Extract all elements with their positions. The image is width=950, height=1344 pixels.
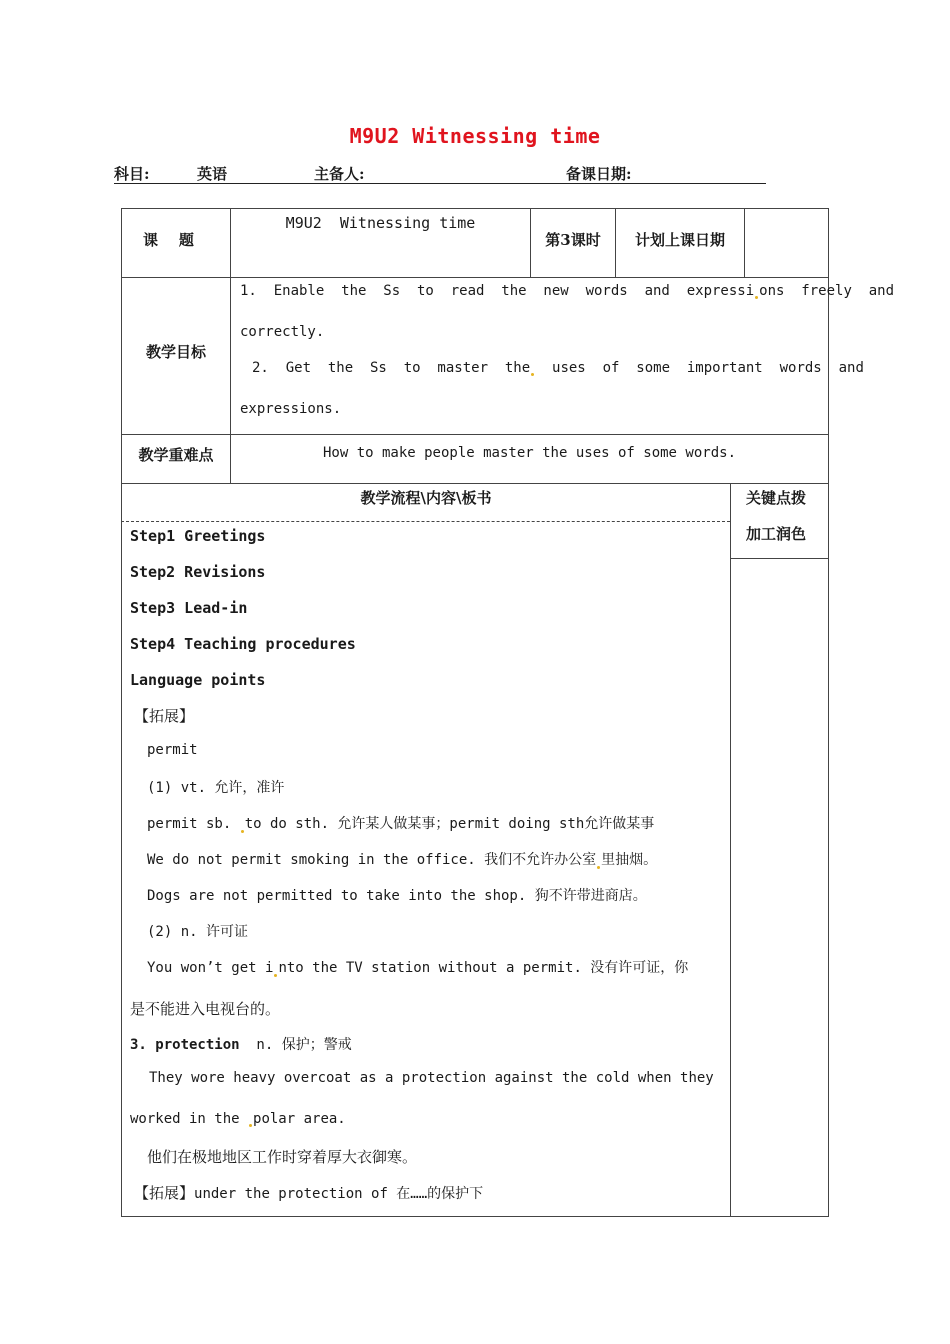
protection-extension: 【拓展】under the protection of 在……的保护下 xyxy=(134,1184,484,1202)
step-3: Step3 Lead-in xyxy=(130,599,248,617)
side-header-line-2: 加工润色 xyxy=(746,525,807,543)
period-label: 第3课时 xyxy=(545,231,601,249)
preparer-label: 主备人: xyxy=(314,165,365,183)
objective-line-2: correctly. xyxy=(240,324,325,340)
topic-value: M9U2 Witnessing time xyxy=(285,214,476,232)
objectives-label: 教学目标 xyxy=(145,343,206,361)
permit-example-1: We do not permit smoking in the office. 我们不允许办公室 里抽烟。 xyxy=(147,852,658,868)
extension-label: 【拓展】 xyxy=(134,707,195,725)
step-2: Step2 Revisions xyxy=(130,563,266,581)
side-header-line-1: 关键点拨 xyxy=(746,489,807,507)
protection-example-1-cont: worked in the polar area. xyxy=(130,1111,346,1127)
difficulty-label: 教学重难点 xyxy=(138,446,214,464)
subject-label: 科目: xyxy=(114,165,150,183)
word-permit: permit xyxy=(147,742,198,758)
permit-def-1: (1) vt. 允许，准许 xyxy=(147,780,285,796)
objective-line-1: 1. Enable the Ss to read the new words and expressi ons freely and xyxy=(240,283,895,299)
objective-line-3: 2. Get the Ss to master the uses of some important words and xyxy=(252,360,864,376)
subject-value: 英语 xyxy=(197,165,228,183)
plan-date-label: 计划上课日期 xyxy=(634,231,725,249)
permit-example-3-cont: 是不能进入电视台的。 xyxy=(130,1000,281,1018)
protection-example-1-translation: 他们在极地地区工作时穿着厚大衣御寒。 xyxy=(147,1148,418,1166)
permit-usage: permit sb. to do sth. 允许某人做某事；permit doing sth允许做某事 xyxy=(147,816,655,832)
step-1: Step1 Greetings xyxy=(130,527,266,545)
document-title: M9U2 Witnessing time xyxy=(349,124,601,148)
date-label: 备课日期: xyxy=(566,165,632,183)
protection-example-1: They wore heavy overcoat as a protection against the cold when they xyxy=(149,1070,714,1086)
permit-example-3: You won’t get i nto the TV station without a permit. 没有许可证，你 xyxy=(147,960,689,976)
language-points: Language points xyxy=(130,671,266,689)
difficulty-value: How to make people master the uses of some words. xyxy=(322,445,736,461)
permit-def-2: (2) n. 许可证 xyxy=(147,924,249,940)
permit-example-2: Dogs are not permitted to take into the shop. 狗不许带进商店。 xyxy=(147,888,647,904)
process-header: 教学流程\内容\板书 xyxy=(360,489,492,507)
objective-line-4: expressions. xyxy=(240,401,342,417)
topic-label: 课 题 xyxy=(143,231,194,249)
meta-line xyxy=(114,163,766,184)
step-4: Step4 Teaching procedures xyxy=(130,635,356,653)
protection-entry: 3. protection n. 保护；警戒 xyxy=(130,1037,352,1053)
